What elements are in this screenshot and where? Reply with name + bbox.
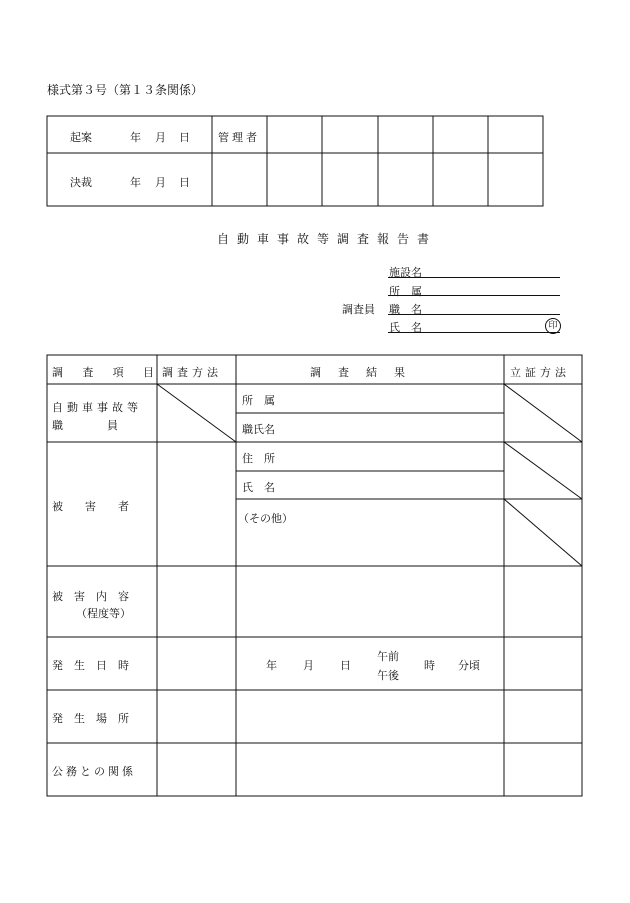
datetime-day: 日 [340,659,351,672]
relation-label: 公務との関係 [52,765,136,778]
datetime-hour: 時 [424,659,435,672]
kian-month: 月 [155,131,166,144]
victim-name-label: 氏 名 [242,481,275,494]
damage-label-line1: 被 害 内 容 [52,590,129,603]
name-label: 氏 名 [389,321,422,334]
victim-other-label: （その他） [238,512,293,525]
datetime-minute: 分頃 [458,659,480,672]
investigator-group-label: 調査員 [342,303,375,316]
datetime-am: 午前 [377,650,399,663]
header-method: 調査方法 [162,366,222,379]
damage-label-line2: （程度等） [76,607,131,620]
staff-label-line1: 自動車事故等 [52,401,142,414]
staff-affiliation-label: 所 属 [242,394,275,407]
staff-label-line2: 職 員 [52,419,118,432]
victim-address-label: 住 所 [242,452,275,465]
kian-label: 起案 [70,131,92,144]
kessai-year: 年 [130,176,141,189]
datetime-pm: 午後 [377,669,399,682]
position-label: 職 名 [389,303,422,316]
kessai-month: 月 [155,176,166,189]
kessai-label: 決裁 [70,176,92,189]
datetime-month: 月 [303,659,314,672]
form-number: 様式第３号（第１３条関係） [47,83,204,97]
kessai-day: 日 [179,176,190,189]
kian-year: 年 [130,131,141,144]
datetime-year: 年 [266,659,277,672]
affiliation-label: 所 属 [389,285,422,298]
place-label: 発 生 場 所 [52,712,129,725]
staff-job-name-label: 職氏名 [242,423,275,436]
header-proof: 立証方法 [510,366,570,379]
datetime-label: 発 生 日 時 [52,659,129,672]
victim-label: 被 害 者 [52,500,129,513]
facility-label: 施設名 [389,266,422,279]
header-item: 調 査 項 目 [52,366,154,379]
document-title: 自動車事故等調査報告書 [217,232,438,246]
kian-day: 日 [179,131,190,144]
seal-mark: 印 [545,318,561,334]
header-result: 調 査 結 果 [310,366,408,379]
manager-label: 管理者 [218,131,260,144]
